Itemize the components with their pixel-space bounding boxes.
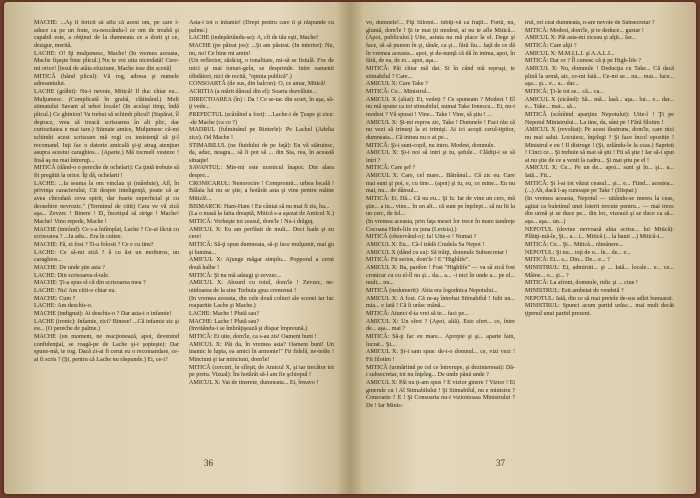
dialogue-paragraph: MITICĂ: Ei uite, dom'le, ca s-au zis! Oameni buni ! <box>189 333 317 340</box>
right-column-1 <box>366 20 515 450</box>
dialogue-paragraph: MACHE: Cum ? <box>34 295 76 302</box>
dialogue-paragraph: AMICUL X: Şi-mi repros zic, Take ! Dumnele ! Faci rău că nu vezi să trimeţi la ei trimişi. Ai ici aceşti cerul-tipitor, dumneata... Că intrau nu o ai pe... <box>366 119 515 141</box>
right-page <box>350 2 696 494</box>
dialogue-paragraph: MACHE (indignat): Ai deschis-o ? Dar asta-i o infamie! <box>34 310 172 317</box>
right-page-columns <box>366 20 674 450</box>
dialogue-paragraph: MITICĂ (dând-o o pereche de ochelari): Ca ţintă trebuie să fii pregătit la orice. Îţi dă, ochelarii ! <box>34 165 179 180</box>
dialogue-paragraph: MITICĂ: Care şef ? <box>366 165 416 172</box>
dialogue-paragraph: MADRUL (fulminând pe Rinterle): Pe Lachel (Adelia zice). Od Mache ! <box>189 127 334 141</box>
dialogue-paragraph: MITICĂ (cercuri, în sfîrşit, de Amicul X, şi iar trecător tot pe pretu. Vizual): Îm hotărât să-l am fie şchiopul ! <box>189 364 334 379</box>
dialogue-paragraph: DIRECTOAREA (în) : Da ! Ce se-tac din scurt, în aşa, să-ţi vede... <box>189 96 334 111</box>
dialogue-paragraph: MACHE: Fă, zi fost ? Ti-a folosit ? Ce e cu tine? <box>34 242 154 249</box>
dialogue-paragraph: LACHE: Mache ! Plută sau? <box>189 310 260 317</box>
dialogue-paragraph: AMICUL X: Care Take ? <box>366 81 428 88</box>
dialogue-paragraph: LACHE: Din scrisoarea d-tale. <box>34 272 110 279</box>
left-column-2 <box>189 20 334 450</box>
dialogue-paragraph: MITICĂ (nedumerit): Abia era logodnica Nepotului... <box>366 287 498 294</box>
dialogue-paragraph: MITICĂ: Care alţii ? <box>525 42 577 49</box>
dialogue-paragraph: AMICUL X: Eu am perfăuit de mult... Deci hade şi eu cere! <box>189 226 334 241</box>
page-number-right: 37 <box>496 458 505 468</box>
dialogue-paragraph: MACHE: Ţi-a spus el că din scrisoarea mea ? <box>34 280 146 287</box>
dialogue-paragraph: MACHE: De unde ştie asta ? <box>34 265 105 271</box>
dialogue-paragraph: trul, ori ceai dumneata, n-are nevoie de Subsecretar ? <box>525 20 655 26</box>
dialogue-paragraph: MITICĂ: Şi nu mă adaugi şi zevzec... <box>189 272 282 279</box>
dialogue-paragraph: ACRITIA (a mărit dânsul din el): Soarta dezvăluie... <box>189 88 317 95</box>
dialogue-paragraph: MITICĂ: La afront, domnule, ridic şi ... cine ! <box>525 280 638 287</box>
dialogue-paragraph: AMICUL X: Nu, domnule ! Deducţia cu Take... Că dacă plină la urmă, aic, ce-mi fată... Ce-mi se... nu... mai... face... aşa... şi... e... a... dar... <box>525 65 674 88</box>
dialogue-paragraph: SAVANTUL: Mie-mi este ucenicul înapoi. Din alara despre... <box>189 165 334 180</box>
dialogue-paragraph: AMICUL X: Absurd cu totul, dom'le ! Zevzec, ne-uitdoarea de la sine Trebuia şpus cremenai ! <box>189 280 334 294</box>
dialogue-paragraph: MITICĂ: Modest, dom'le, şi te deduce... gustar ! <box>525 27 644 34</box>
dialogue-paragraph: MINISTRUL: Spunci acum partid urăsc... mai mult decât ţipenul unui partid prezent. <box>525 303 674 317</box>
dialogue-paragraph: AMICUL X (revoltat): Pe acest ilustruns, dom'le, care nici nu mai salut. Locuiesc, înţelegi ? Şi face încol opozitie ! Ministrul e eu ! Il distruge ! (Şi, urlându-le la ceas.) Sapristi ! Cinci ce... Şi trebuie să mai să ştii ! Fii să ştie ! Iar să-i spui ai nu ştie de ce a venit la cadru... Şi mai ştiu pe el ! <box>525 127 674 164</box>
dialogue-paragraph: AMICUL X: Un sfert ? (Apoi, aliă). Este sfert... ce, între de... aşa... mai ? <box>366 318 515 333</box>
dialogue-paragraph: LACHE (indepărtându-se): A, cît de tău eşti, Mache! <box>189 35 319 42</box>
dialogue-paragraph: MITICĂ: Ei. Dă... Că nu eu... Şi Iz. Iar de vine un cerc, mă ştie... a tu... vine... în un alt... că sunt pe înţelept... să nu fii la un cerc, de fel... <box>366 196 515 218</box>
dialogue-paragraph: NEPOTUL: Şi nu... toţi de o... în... de... e... <box>525 249 631 256</box>
dialogue-paragraph: MITICĂ: Ei... s... Din... De... e... ? <box>525 257 610 264</box>
dialogue-paragraph: AMICUL X: Care, cel mare... Bătrânul... Că zic eu. Care mai sunt şi poi, e, cu tine... (apoi) şi tu, eu, ce mine... Eu nu mai, nu... de dânsul... <box>366 173 515 195</box>
dialogue-paragraph: AMICUL X: Ce... Pe un de... apoi... sunt şi în... şi... a... Iată... Fii... <box>525 165 674 180</box>
dialogue-paragraph: AMICUL X: Vai de tinerete, dumneata... Ei, breavo ! <box>189 379 319 386</box>
dialogue-paragraph: MINISTRUL: Ei, admiruti... şi ... Iată... locale... e... ce... Mâine... o... şi... ? <box>525 265 674 279</box>
dialogue-paragraph: AMICUL X: M.M.I.L.I. şi A.A.L.I... <box>525 50 615 57</box>
dialogue-paragraph: LACHE: Ce să-mi zică ? ă cu ăst un mofturos, un caraghios... <box>34 249 179 264</box>
dialogue-paragraph: MITICĂ: Şi-i sunt-copil, nu intru. Modest, domnule. <box>366 142 495 149</box>
dialogue-paragraph: Asta-i tot o infamie! (Drept pentru care îi şi răspunde cu palme.) <box>189 20 334 34</box>
dialogue-paragraph: (La o masă la fatia dreaptă, Mitică s-a aşezat de Amicul X.) <box>189 211 334 218</box>
dialogue-paragraph: AMICUL X: Eu... Că-l trădă Crudela Sa Nepot ! <box>366 242 485 249</box>
dialogue-paragraph: MITICĂ: Ţi-le tot se... că... ca... <box>525 88 604 95</box>
dialogue-paragraph: MITICĂ (urmăriind pe cel ce întrerupe, şi dezinteresat): Dă-i subsecretar, tot nu înţeleg... De unde până unde ? <box>366 364 515 379</box>
dialogue-paragraph: MITICĂ: Ce... Şi... Mitică... rămânere... <box>525 242 624 249</box>
left-column-1 <box>34 20 179 450</box>
dialogue-paragraph: AMICUL X: Ajunge măgar simplu... Popporul a cerut două halbe ! <box>189 257 334 271</box>
dialogue-paragraph: (In vremea aceasta, Nepotul — uitându-se mereu la ceas, agitat ca buletinul unei loterii trecute pentru... — mai trece din urmă şi se duce pe... din loc, vizează şi se duce ca să... aşa... aşa... un...) <box>525 196 674 226</box>
dialogue-paragraph: AMICUL X (zicând): Să... mă... lasă... aşa... lui... e... dar... e... Take... mai... să... <box>525 96 674 111</box>
dialogue-paragraph: MACHE: ...Aş fi fericit să aflu că acest om, pe care l-aduce ca pe un frate, cu-noscându-l ce om de treabă şi capabil este, a obţinut de la dumneata ce a dorit şi ce, desigur, merită. <box>34 20 179 49</box>
dialogue-paragraph: BISMARCK: Ham-Ham ! Eu cântai să nu mai fi zis, ha... <box>189 203 330 210</box>
dialogue-paragraph: vo, dumnele!... Fiţi fiilomi... iubiţi-vă ca fraţii... Fortă, nu, glumă, dom'le ! Şi te mai ţii modest, ai nu te afle Mitică... (Apoi, publicului.) Uite, astuta nu mă place la el. Dege şi face, să să punem în şi, tânăr, ca şi... fără fiu... faţă de ce dă în vremea aceasta... apoi, şi de-nunţă că dă în inima, apoi, în fără, de ea, de ei... apoi, aşa... <box>366 20 515 65</box>
dialogue-paragraph: STIMABILUL (ne fluidului de pe faţă): Eu vă stăruiesc, da, aduc, neagra... să îi pot să ... din Sta, rea, în această situaţie! <box>189 142 334 164</box>
dialogue-paragraph: MITICĂ: Fii serios, dom'le ! E "Highlife". <box>366 257 470 264</box>
dialogue-paragraph: MITICĂ: Să-ţi spun dumneata, să-ţi face mulţumit, mai gu şi lumina... <box>189 242 334 256</box>
dialogue-paragraph: AMICUL X (aliat): Ei, vedeţi ? Ce spuneam ? Modest ! El nu mă spune ca tot stimabilul, numai Take Ionescu... Ei, nu-i modest ? Vă spusei ! Vine... Take ! Vine, să ştiu ! ... <box>366 96 515 118</box>
dialogue-paragraph: (Un reflector, sărăcuţ, o tonalitate, mi-să se fistulă. Foc de mici şi mai tonuri-gelu, se desprinde. Intre oamenii răbdători, nici de recită, "opinia publică".) <box>189 58 334 80</box>
dialogue-paragraph: MACHE (intrând): Ce s-a întîmplat, Lache ? Ce-ai făcut cu scrisoarea ? ...Ia adu... Era în cutiee. <box>34 226 179 241</box>
dialogue-paragraph: MITICĂ: Păi chiar mă dai. Si în când mă repruşi, te stimabilul ? Care... <box>366 65 515 80</box>
dialogue-paragraph: MACHE: Lache ! Plută sau? <box>189 318 260 325</box>
left-page-columns <box>34 20 334 450</box>
dialogue-paragraph: AMICUL X: Păi da, în vremea asta? Oameni buni! Un inamic le lupta, ea amici în armonie!" Fii fidelă, ne-tedie ! Minciuni şi iar minciuni, dom'le! <box>189 341 334 363</box>
dialogue-paragraph: (Invitându-i se îmbrăţişează şi dispar împreună.) <box>189 326 308 333</box>
dialogue-paragraph: MITICĂ: Să-ţi fac eu mare... Apropie şi şi... aparte fain, lucrat... Şi... <box>366 333 515 348</box>
right-column-2 <box>525 20 674 450</box>
dialogue-paragraph: AMICUL X: Păi asta-mi ziceau şi alţii... Iar... <box>525 35 636 42</box>
dialogue-paragraph: AMICUL X: A fost. Că m-aş întrebat Stimabilul ! Iubi un... mia... e fată ! Că îi urâsc mână... <box>366 295 515 310</box>
dialogue-paragraph: MACHE (un moment, ne reacţionează, apoi, devenind confidenţial, se roagă-pe de Lache şi-i şopteşte): Dar spune-mă, te rog. Dacă zi-ai fi cerut eu o recomandare, ce-ai fi scris ? (Şi, pentru că Lache nu răspunde.) Ei, ce-i? <box>34 333 179 363</box>
page-number-left: 36 <box>204 458 213 468</box>
dialogue-paragraph: LACHE (grăbit): Nu-i nevoie, Mitică! Il duc chiar eu... Mulţumesc. (Complicată în grabă, clătinând.) Mult stimatului Savant al urbei locale! (In acelaşi timp, îndă plicul.) Ce ghinion! Va trebui să schimb plicul! (Supărat, îl deştucz, vrea să treacă scrisoarea în alt plic, dar curiozitatea e mai tare.) Stimate amice, Mulţumesc că-mi schimbi acest scrisoare mă rogi cu insistenţă să ţi-l recomand. Iuţi fac o datorie amicală şi-ţi atrag atenţiun asupra acestui caraghios... (Aparte.) Mă tocmeli vesteze ! Insă aş nu mai întrerup... <box>34 88 179 164</box>
dialogue-paragraph: MINISTRUL: Esti ambetat de vendetă ? <box>525 287 624 294</box>
dialogue-paragraph: NEPOTUL (devine nervoasă abia scrise... lui Mitică): Plătiţi-mă-le, Şi... a... i... Mitică (... la banii ...) Mitică-i... <box>525 226 674 241</box>
dialogue-paragraph: AMICUL X: Şi-i noi să intri şi tu, şefule... Clădiţi-i se să intri ? <box>366 150 515 164</box>
left-page <box>4 2 350 494</box>
book-spread <box>4 2 696 494</box>
dialogue-paragraph: (In vremea aceasta, din cele două colturi ale scenei iar fac reaparitie Lache şi Mache.) <box>189 295 334 310</box>
dialogue-paragraph: LACHE: ...Ia seama la om vinclau şi (mârduie), Afl, în privinţa caracterului, Cit despre inteligenţă, poate că ar avea cîteodată ceva spirit, dar foarte superficial şi cu deosebire nevrozic." (Terminul de citit) Cara ve vă zică aşa... Zevzec ! Binere ! Ei, încetişul să strige ! Mache! Mache! Vino repede, Mache ! <box>34 180 179 226</box>
dialogue-paragraph: AMICUL X: Şi-i sam spus: de-i-o domnul... ce, vizi vezi ! Fii filotim ! <box>366 349 515 363</box>
dialogue-paragraph: MACHE (pe pătrat jos): ...Şi am păstrat. (In interior): Nu, nu, no! Ce bine mi amin! <box>189 42 334 57</box>
dialogue-paragraph: MITICĂ: Ce... Ministrul... <box>366 88 431 95</box>
dialogue-paragraph: LACHE: Am deschis-o. <box>34 303 93 310</box>
dialogue-paragraph: MITICĂ: Vorbeşte tot ceasul, dom'le ! Nu-i drăguţ. <box>189 219 314 226</box>
dialogue-paragraph: (In vremea aceasta, prin faţa mesei lor trece în mare tandreţe Cocoana Hinh-life cu juna (Lerisia).) <box>366 219 515 233</box>
dialogue-paragraph: MITICĂ (observând-o): Ia! Uite-o ! Numai ? <box>366 234 477 241</box>
dialogue-paragraph: MITICĂ: Dar ce ? Îl cunosc că ţi pe High-life ? <box>525 58 642 65</box>
dialogue-paragraph: PREFECTUL (scârâind a fost): ...Lache-i de Ţeape şi zice: -de Mache (ca ce ?) <box>189 111 334 126</box>
dialogue-paragraph: CRONICARUL: Nenorocire ! Compromit... urbea locală ! Bălaia lui nu se ştie, a hotărât asta şi vine pentru mâine Mitică!... <box>189 180 334 203</box>
dialogue-paragraph: AMICUL X: Păi nu ţi-am spus ? E vizior ginere ? Vizior ! Ei ginerule cu ! Al Stimabilului ! Şi Stimabilul, nu e ministru ? Consoarte ? E ! Şi Consoarta nu-i vizionioasa Ministrului ? De ! Iar Minis- <box>366 379 515 409</box>
dialogue-paragraph: NEPOTUL: Iată, din ce să mai pretele de-sus adlet bunuarat. <box>525 295 674 302</box>
dialogue-paragraph: MITICĂ (bând plicul): Vă rog, adresa şi numele adresantului. <box>34 73 179 88</box>
dialogue-paragraph: LACHE: Nu! Am citit-o chiar eu. <box>34 287 116 294</box>
dialogue-paragraph: AMICUL X (dând cu ea): Să trăiţi, domnule Subsecretar ! <box>366 249 508 256</box>
dialogue-paragraph: LACHE: O! Iţi mulţumesc, Mache! (In vremea aceasta, Mache fişeşte bine plicul.) Nu te voi uita niciodată! Cere-mi orice! [Iesul de atâta efuziune, Mache iese din scenă] <box>34 50 179 72</box>
dialogue-paragraph: MITICĂ (scârâind aparţine Nepotului): Uite-l ! Ţi pe Nepotul Ministrului... La tine, da, sânt pe ! Fără filotim ! <box>525 111 674 126</box>
dialogue-paragraph: AMICUL X: Ba, pardon ! Fost "Highlife" — va să zică fost cronicar cu cu el-îl nu şi... da... a... -i nici în unde a... pe el... mult... nu... <box>366 265 515 287</box>
dialogue-paragraph: MITICĂ: Şi l-ai tot văzut ceasul... şi... e... Fiind... acestea... (...) Ah, dacă l-aş cunoaşte pe Take ! (Dispar.) <box>525 180 674 195</box>
dialogue-paragraph: LACHE (ironic): Infamie, zici? Bineee! ...Că infamie zic şi eu... (O pereche de palme.) <box>34 318 179 333</box>
dialogue-paragraph: CONSOARTĂ (de sus, din balcon): O, ce amar, Mitică! <box>189 81 326 88</box>
dialogue-paragraph: MITICĂ: Atunci d-ta vrei să te... faci pe... <box>366 310 469 317</box>
